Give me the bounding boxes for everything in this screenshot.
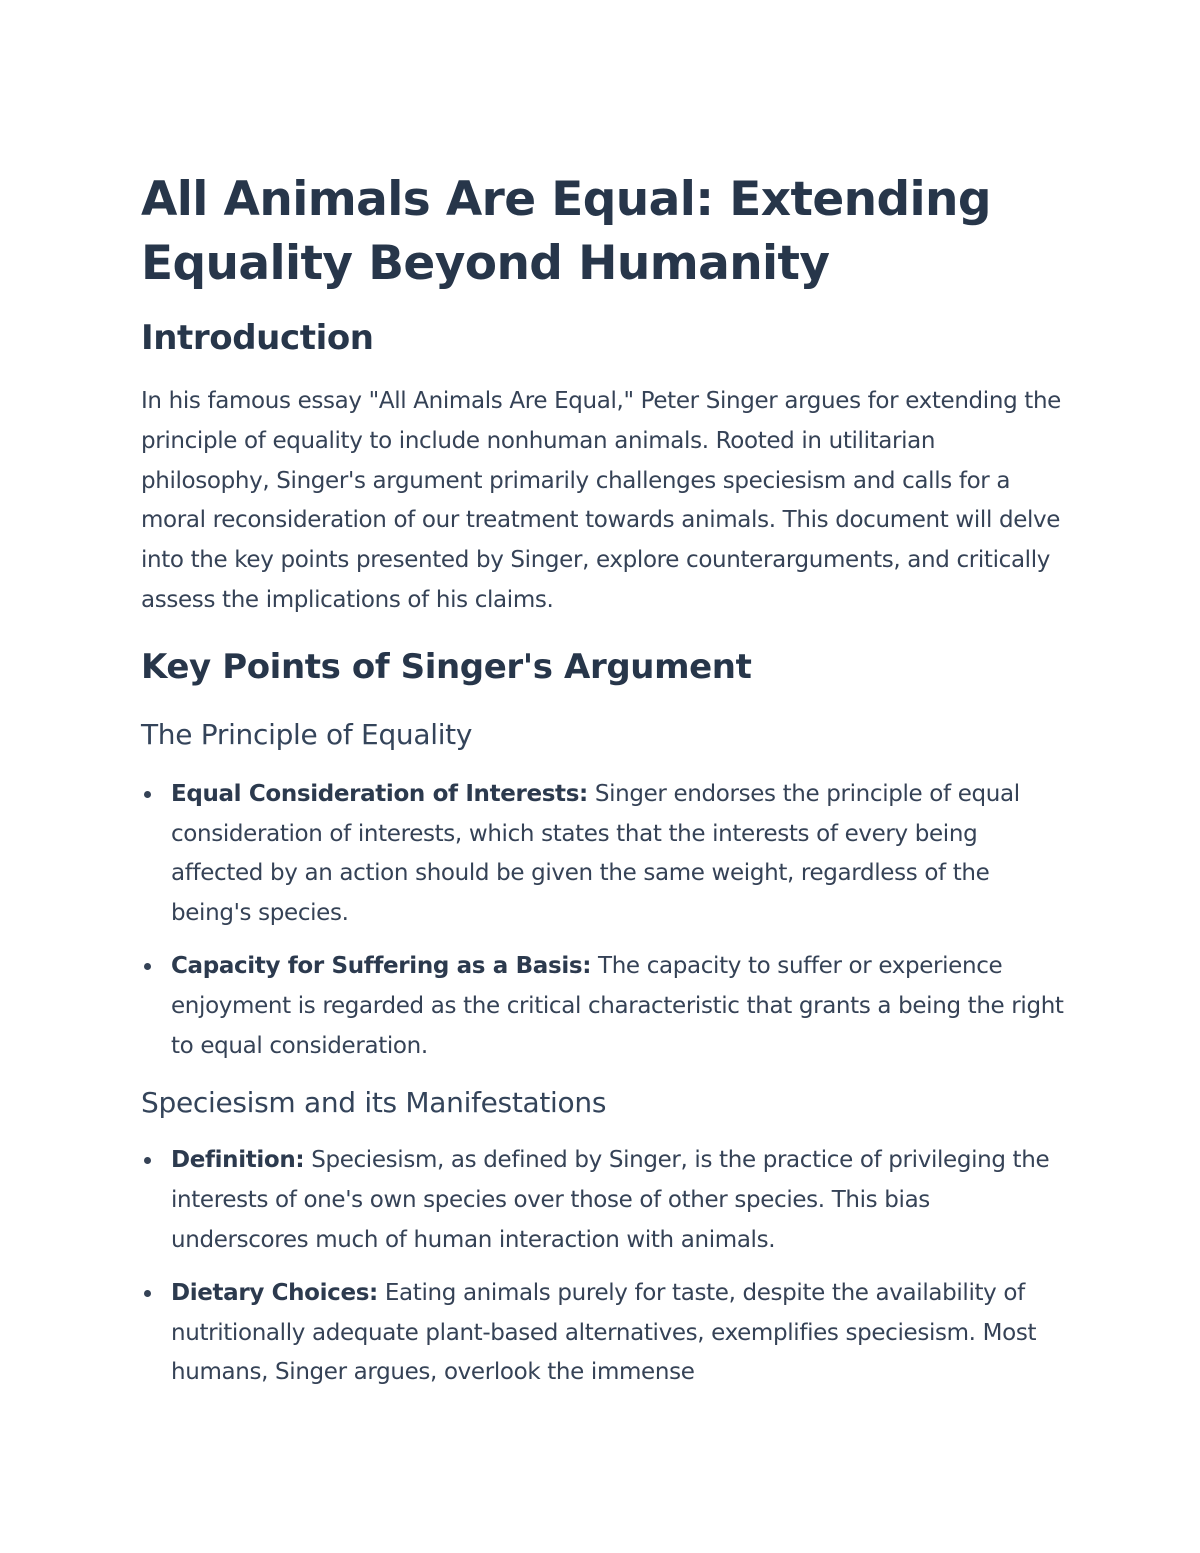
list-item-text: Eating animals purely for taste, despite the availability of nutritionally adequate plant-based alternatives, exemplifies speciesism. Most humans, Singer argues, overlook the immense <box>171 1279 1037 1386</box>
bullet-icon <box>144 1157 151 1164</box>
list-item <box>141 1274 1066 1393</box>
list-item <box>141 775 1066 934</box>
principle-of-equality-heading: The Principle of Equality <box>141 717 473 751</box>
list-item-term: Capacity for Suffering as a Basis: <box>171 952 592 979</box>
bullet-icon <box>144 963 151 970</box>
list-item-term: Equal Consideration of Interests: <box>171 780 588 807</box>
list-item-text: Speciesism, as defined by Singer, is the practice of privileging the interests of one's own species over those of other species. This bias underscores much of human interaction with animals. <box>171 1147 1050 1253</box>
introduction-paragraph: In his famous essay "All Animals Are Equal," Peter Singer argues for extending the principle of equality to include nonhuman animals. Rooted in utilitarian philosophy, Singer's argument primarily challenges speciesism and calls for a moral reconsideration of our treatment towards animals. This document will delve into the key points presented by Singer, explore counterarguments, and critically assess the implications of his claims. <box>141 388 1061 613</box>
list-item-text: Singer endorses the principle of equal consideration of interests, which states that the interests of every being affected by an action should be given the same weight, regardless of the being's species. <box>171 780 1020 927</box>
document-page <box>141 168 1066 1393</box>
speciesism-heading: Speciesism and its Manifestations <box>141 1086 607 1120</box>
list-item-term: Definition: <box>171 1147 305 1174</box>
list-item-term: Dietary Choices: <box>171 1279 378 1306</box>
key-points-heading: Key Points of Singer's Argument <box>141 646 752 687</box>
bullet-icon <box>144 1290 151 1297</box>
list-item <box>141 1141 1066 1260</box>
list-item-text: The capacity to suffer or experience enjoyment is regarded as the critical characteristic that grants a being the right to equal consideration. <box>171 952 1064 1059</box>
speciesism-list <box>141 1141 1066 1393</box>
bullet-icon <box>144 791 151 798</box>
introduction-heading: Introduction <box>141 318 374 358</box>
principle-of-equality-list <box>141 775 1066 1067</box>
document-title: All Animals Are Equal: Extending Equality Beyond Humanity <box>141 172 991 291</box>
list-item <box>141 947 1066 1066</box>
